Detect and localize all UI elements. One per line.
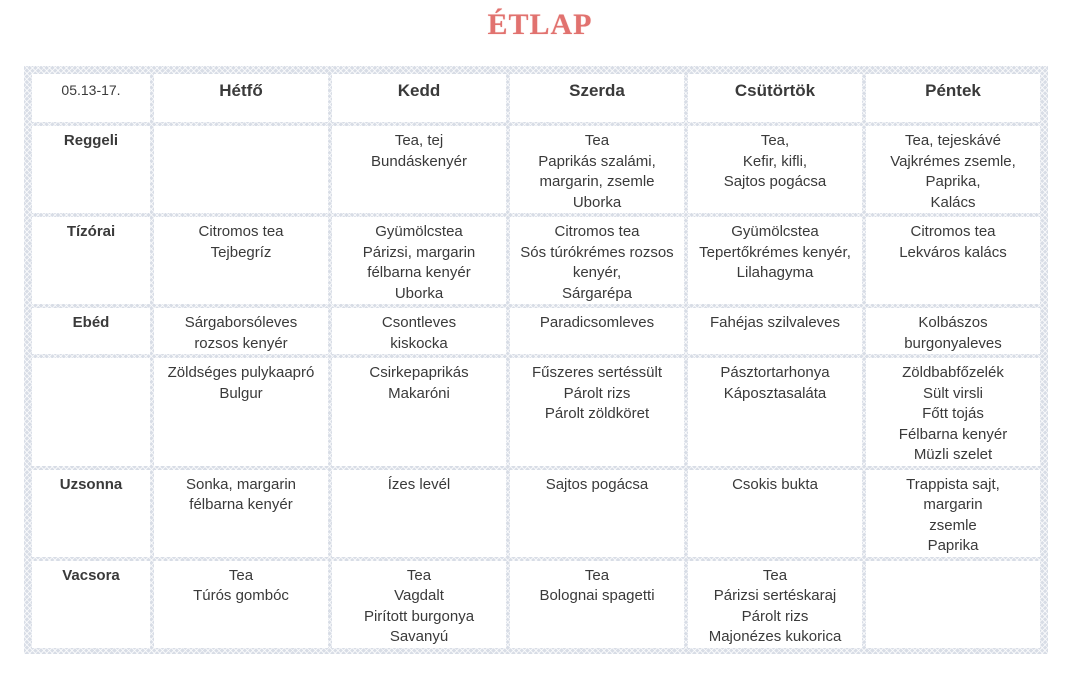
menu-item: félbarna kenyér bbox=[367, 264, 471, 281]
menu-cell-reggeli-kedd bbox=[332, 126, 506, 213]
menu-cell-vacsora-pentek bbox=[866, 561, 1040, 648]
menu-item: Sült virsli bbox=[922, 384, 983, 402]
menu-item: Gyümölcstea bbox=[375, 223, 463, 240]
menu-item: Tepertőkrémes kenyér, bbox=[699, 243, 851, 261]
menu-item: Sárgaborsóleves bbox=[184, 314, 298, 331]
menu-item: Vagdalt bbox=[394, 587, 444, 604]
menu-item: Sós túrókrémes rozsos bbox=[520, 243, 674, 261]
menu-item: Csirkepaprikás bbox=[369, 364, 469, 381]
menu-table bbox=[28, 70, 1044, 652]
menu-item: Paradicsomleves bbox=[539, 314, 655, 331]
menu-item: Káposztasaláta bbox=[723, 384, 827, 402]
day-header-kedd: Kedd bbox=[332, 74, 506, 122]
menu-item: zsemle bbox=[929, 516, 977, 534]
menu-cell-uzsonna-kedd bbox=[332, 470, 506, 557]
menu-cell-ebed-main-kedd bbox=[332, 358, 506, 466]
menu-cell-ebed-main-pentek bbox=[866, 358, 1040, 466]
menu-item: Sonka, margarin bbox=[185, 475, 297, 493]
menu-item: Sajtos pogácsa bbox=[545, 475, 649, 493]
menu-item: Uborka bbox=[394, 284, 444, 302]
menu-item: Makaróni bbox=[388, 384, 450, 402]
menu-cell-uzsonna-szerda bbox=[510, 470, 684, 557]
meal-label bbox=[32, 358, 150, 466]
menu-item: Kolbászos bbox=[918, 314, 988, 331]
menu-item: kiskocka bbox=[390, 334, 448, 352]
menu-item: Tea, bbox=[760, 132, 790, 149]
day-header-hetfo: Hétfő bbox=[154, 74, 328, 122]
menu-item: Pirított burgonya bbox=[363, 607, 475, 625]
menu-cell-tizorai-kedd bbox=[332, 217, 506, 304]
menu-item: Félbarna kenyér bbox=[898, 425, 1008, 443]
meal-label: Uzsonna bbox=[32, 470, 150, 557]
menu-item: margarin bbox=[923, 496, 983, 513]
meal-label: Ebéd bbox=[32, 308, 150, 354]
day-header-szerda: Szerda bbox=[510, 74, 684, 122]
menu-cell-tizorai-csutortok bbox=[688, 217, 862, 304]
menu-item: Csontleves bbox=[381, 314, 457, 331]
menu-item: Főtt tojás bbox=[922, 405, 984, 422]
meal-label: Reggeli bbox=[32, 126, 150, 213]
menu-item: Sárgarépa bbox=[561, 284, 633, 302]
menu-item: Párolt rizs bbox=[741, 607, 809, 625]
menu-cell-ebed-main-csutortok bbox=[688, 358, 862, 466]
menu-item: Tea, tej bbox=[394, 132, 444, 149]
menu-item: Zöldséges pulykaapró bbox=[167, 364, 315, 381]
menu-cell-vacsora-kedd bbox=[332, 561, 506, 648]
menu-cell-uzsonna-pentek bbox=[866, 470, 1040, 557]
menu-item: Paprikás szalámi, bbox=[538, 152, 656, 170]
menu-item: Pásztortarhonya bbox=[720, 364, 830, 381]
date-range: 05.13-17. bbox=[32, 74, 150, 122]
meal-row-vacsora bbox=[32, 561, 1040, 648]
menu-cell-vacsora-szerda bbox=[510, 561, 684, 648]
meal-row-tizorai bbox=[32, 217, 1040, 304]
menu-cell-vacsora-csutortok bbox=[688, 561, 862, 648]
day-header-csutortok: Csütörtök bbox=[688, 74, 862, 122]
menu-item: Citromos tea bbox=[554, 223, 640, 240]
menu-item: Trappista sajt, bbox=[906, 475, 1000, 493]
menu-item: Tea bbox=[762, 566, 788, 584]
menu-item: burgonyaleves bbox=[904, 334, 1002, 352]
menu-cell-reggeli-pentek bbox=[866, 126, 1040, 213]
menu-item: Citromos tea bbox=[910, 223, 996, 240]
menu-item: Bundáskenyér bbox=[371, 152, 467, 170]
menu-item: Lekváros kalács bbox=[899, 243, 1007, 261]
meal-label: Tízórai bbox=[32, 217, 150, 304]
meal-row-ebed-main bbox=[32, 358, 1040, 466]
menu-item: Savanyú bbox=[389, 628, 449, 645]
menu-item: Tejbegríz bbox=[210, 243, 272, 261]
menu-item: Párolt rizs bbox=[563, 384, 631, 402]
meal-label: Vacsora bbox=[32, 561, 150, 648]
menu-cell-tizorai-szerda bbox=[510, 217, 684, 304]
menu-cell-ebed-hetfo bbox=[154, 308, 328, 354]
menu-cell-tizorai-pentek bbox=[866, 217, 1040, 304]
menu-item: Lilahagyma bbox=[736, 264, 814, 281]
menu-item: Majonézes kukorica bbox=[708, 628, 842, 645]
menu-item: Müzli szelet bbox=[913, 446, 993, 463]
menu-item: Tea bbox=[584, 132, 610, 149]
page-title: ÉTLAP bbox=[487, 8, 593, 41]
menu-cell-ebed-szerda bbox=[510, 308, 684, 354]
menu-item: Párizsi, margarin bbox=[362, 243, 476, 261]
menu-item: Fűszeres sertéssült bbox=[531, 364, 663, 381]
menu-item: Paprika, bbox=[925, 173, 981, 190]
menu-item: Párizsi sertéskaraj bbox=[713, 587, 837, 604]
menu-item: margarin, zsemle bbox=[539, 173, 655, 190]
menu-item: Csokis bukta bbox=[732, 475, 818, 493]
menu-table-frame bbox=[24, 66, 1048, 654]
day-header-pentek: Péntek bbox=[866, 74, 1040, 122]
menu-item: Uborka bbox=[572, 193, 622, 211]
header-row bbox=[32, 74, 1040, 122]
menu-cell-tizorai-hetfo bbox=[154, 217, 328, 304]
menu-item: kenyér, bbox=[572, 264, 622, 281]
menu-cell-uzsonna-csutortok bbox=[688, 470, 862, 557]
menu-cell-vacsora-hetfo bbox=[154, 561, 328, 648]
menu-body bbox=[32, 126, 1040, 648]
menu-item: Tea bbox=[584, 566, 610, 584]
menu-item: rozsos kenyér bbox=[194, 334, 288, 352]
menu-item: félbarna kenyér bbox=[189, 496, 293, 513]
menu-item: Kefir, kifli, bbox=[742, 152, 808, 170]
menu-item: Bulgur bbox=[219, 384, 263, 402]
menu-item: Bolognai spagetti bbox=[539, 587, 655, 604]
menu-cell-reggeli-csutortok bbox=[688, 126, 862, 213]
menu-item: Vajkrémes zsemle, bbox=[890, 152, 1016, 170]
menu-item: Túrós gombóc bbox=[193, 587, 289, 604]
menu-cell-uzsonna-hetfo bbox=[154, 470, 328, 557]
menu-cell-ebed-main-szerda bbox=[510, 358, 684, 466]
menu-cell-ebed-kedd bbox=[332, 308, 506, 354]
menu-item: Ízes levél bbox=[387, 475, 451, 493]
menu-item: Sajtos pogácsa bbox=[723, 173, 827, 190]
menu-cell-reggeli-hetfo bbox=[154, 126, 328, 213]
menu-item: Kalács bbox=[930, 193, 976, 211]
menu-item: Tea bbox=[228, 566, 254, 584]
menu-item: Fahéjas szilvaleves bbox=[709, 314, 841, 331]
menu-item: Párolt zöldköret bbox=[544, 405, 650, 422]
meal-row-ebed bbox=[32, 308, 1040, 354]
menu-item: Tea, tejeskávé bbox=[905, 132, 1001, 149]
menu-item: Gyümölcstea bbox=[731, 223, 819, 240]
menu-item: Zöldbabfőzelék bbox=[902, 364, 1004, 381]
menu-item: Tea bbox=[406, 566, 432, 584]
menu-cell-ebed-pentek bbox=[866, 308, 1040, 354]
menu-cell-ebed-main-hetfo bbox=[154, 358, 328, 466]
menu-cell-reggeli-szerda bbox=[510, 126, 684, 213]
meal-row-reggeli bbox=[32, 126, 1040, 213]
menu-item: Citromos tea bbox=[198, 223, 284, 240]
menu-cell-ebed-csutortok bbox=[688, 308, 862, 354]
menu-item: Paprika bbox=[927, 537, 979, 554]
meal-row-uzsonna bbox=[32, 470, 1040, 557]
